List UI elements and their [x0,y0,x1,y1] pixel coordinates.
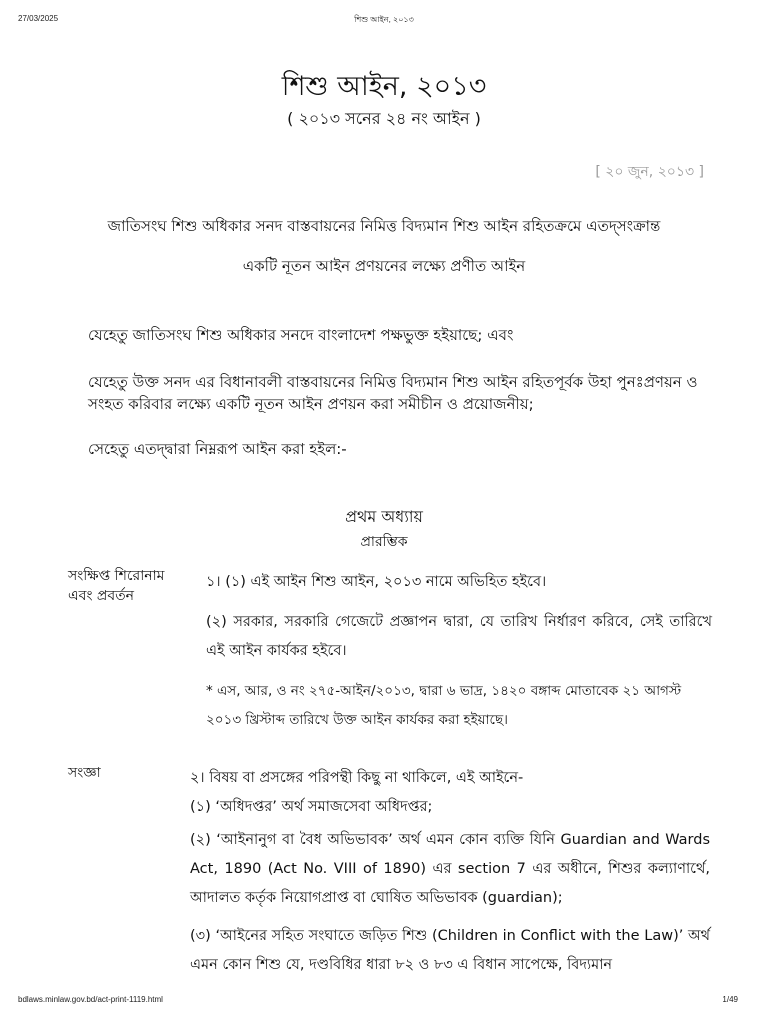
section-1-subsection-1: ১। (১) এই আইন শিশু আইন, ২০১৩ নামে অভিহিত হইবে। [206,574,547,590]
source-url: bdlaws.minlaw.gov.bd/act-print-1119.html [18,995,163,1004]
whereas-paragraph-1: যেহেতু জাতিসংঘ শিশু অধিকার সনদে বাংলাদেশ পক্ষভুক্ত হইয়াছে; এবং [88,326,514,344]
definition-3: (৩) ‘আইনের সহিত সংঘাতে জড়িত শিশু (Children in Conflict with the Law)’ অর্থ এমন কোন শিশু যে, দণ্ডবিধির ধারা ৮২ ও ৮৩ এ বিধান সাপেক্ষে, বিদ্যমান [190,928,710,973]
definition-2: (২) ‘আইনানুগ বা বৈধ অভিভাবক’ অর্থ এমন কোন ব্যক্তি যিনি Guardian and Wards Act, 1890 (Act No. VIII of 1890) এর section 7 এর অধীনে, শিশুর কল্যাণার্থে, আদালত কর্তৃক নিয়োগপ্রাপ্ত বা ঘোষিত অভিভাবক (guardian); [190,832,710,906]
chapter-subtitle: প্রারম্ভিক [360,534,408,550]
enacting-paragraph: সেহেতু এতদ্দ্বারা নিম্নরূপ আইন করা হইল:- [88,440,347,458]
section-1-heading: সংক্ষিপ্ত শিরোনাম এবং প্রবর্তন [68,568,165,604]
whereas-paragraph-2: যেহেতু উক্ত সনদ এর বিধানাবলী বাস্তবায়নের নিমিত্ত বিদ্যমান শিশু আইন রহিতপূর্বক উহা পুনঃপ্রণয়ন ও সংহত করিবার লক্ষ্যে একটি নূতন আইন প্রণয়ন করা সমীচীন ও প্রয়োজনীয়; [88,373,698,413]
print-date: 27/03/2025 [18,14,59,23]
definition-1: (১) ‘অধিদপ্তর’ অর্থ সমাজসেবা অধিদপ্তর; [190,799,433,815]
print-doc-title: শিশু আইন, ২০১৩ [354,15,414,24]
chapter-title: প্রথম অধ্যায় [345,507,423,526]
section-1-subsection-2: (২) সরকার, সরকারি গেজেটে প্রজ্ঞাপন দ্বারা, যে তারিখ নির্ধারণ করিবে, সেই তারিখে এই আইন কার্যকর হইবে। [206,614,712,659]
page-title: শিশু আইন, ২০১৩ [281,71,487,102]
preamble-line-1: জাতিসংঘ শিশু অধিকার সনদ বাস্তবায়নের নিমিত্ত বিদ্যমান শিশু আইন রহিতক্রমে এতদ্‌সংক্রান্ত [107,217,661,235]
section-2-intro: ২। বিষয় বা প্রসঙ্গের পরিপন্থী কিছু না থাকিলে, এই আইনে- [190,770,524,786]
section-1-footnote: * এস, আর, ও নং ২৭৫-আইন/২০১৩, দ্বারা ৬ ভাদ্র, ১৪২০ বঙ্গাব্দ মোতাবেক ২১ আগস্ট ২০১৩ খ্রিস্টাব্দ তারিখে উক্ত আইন কার্যকর করা হইয়াছে। [206,683,682,728]
section-2-heading: সংজ্ঞা [68,765,101,781]
act-number: ( ২০১৩ সনের ২৪ নং আইন ) [287,109,481,128]
act-date: [ ২০ জুন, ২০১৩ ] [595,164,704,180]
preamble-line-2: একটি নূতন আইন প্রণয়নের লক্ষ্যে প্রণীত আইন [242,257,526,275]
page-number: 1/49 [722,995,738,1004]
preamble [60,206,708,286]
